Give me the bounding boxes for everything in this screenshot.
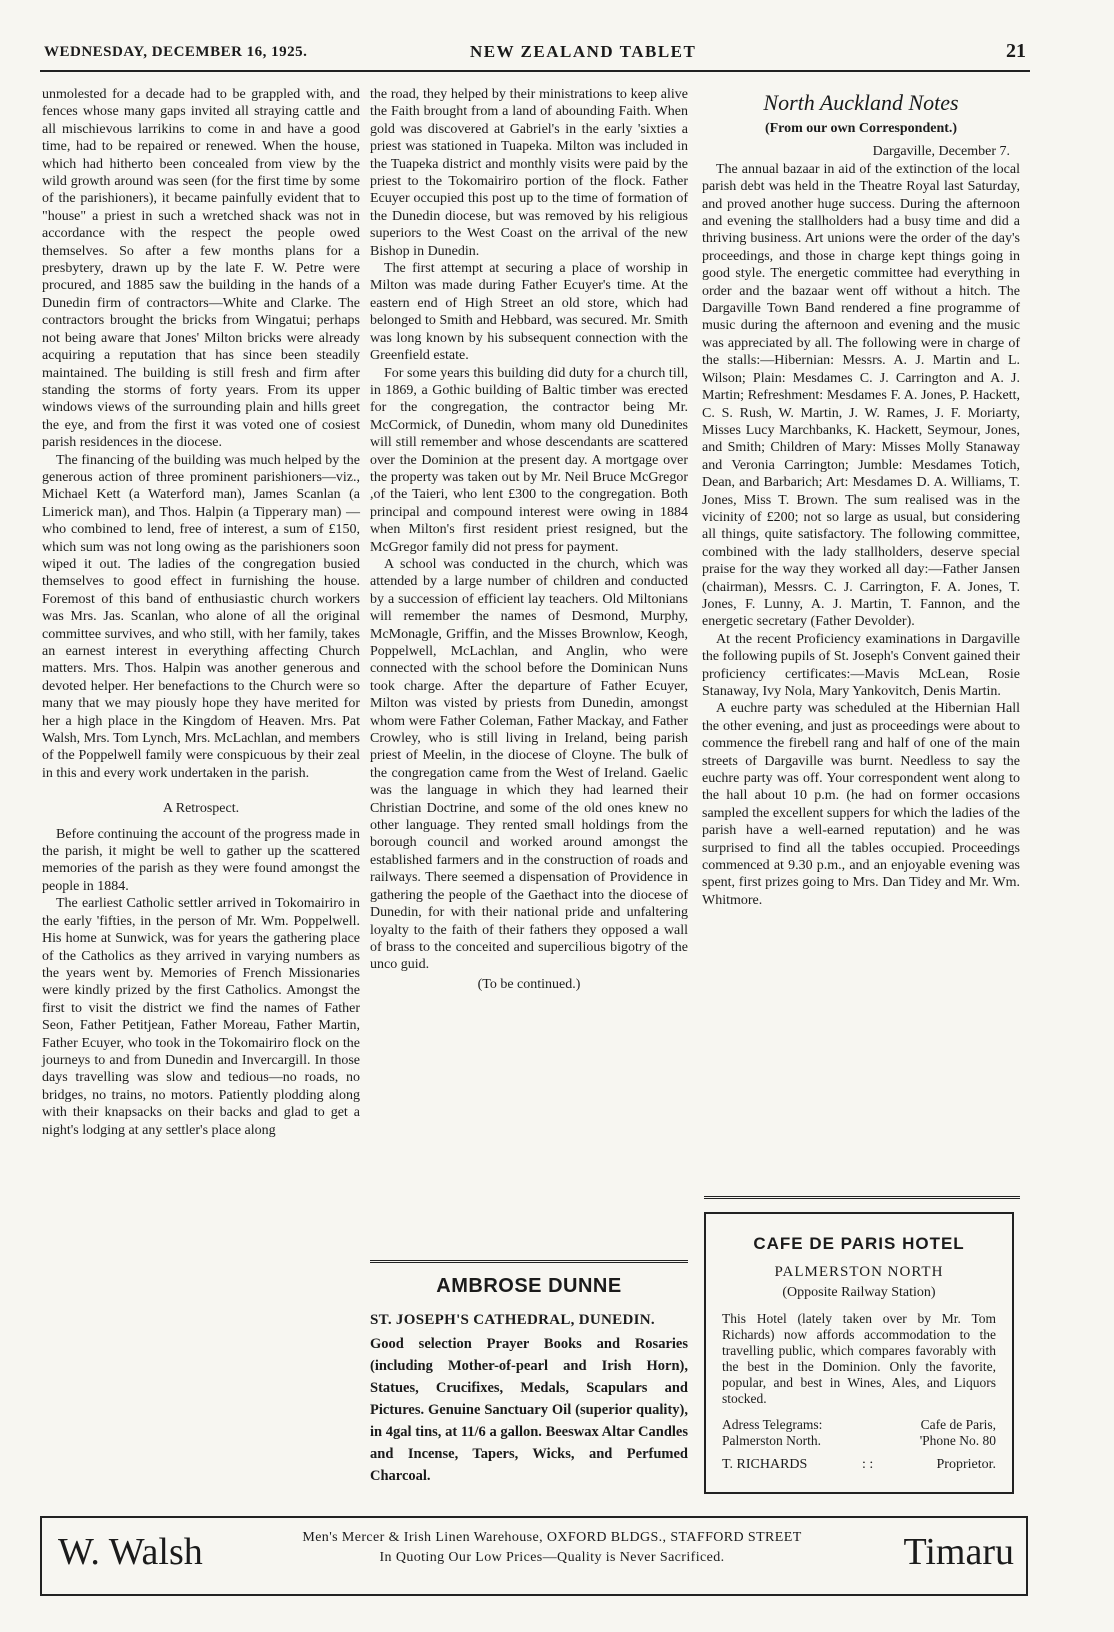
paragraph: unmolested for a decade had to be grappled with, and fences whose many gaps invited all straying cattle and all mischievous larrikins to come in and have a good time, had to be repaired or renewed. When the house, which had hitherto been concealed from view by the wild growth around was seen (for the first time by some of the parishioners), it became painfully evident that to "house" a priest in such a wretched shack was not in accordance with the respect the people owed themselves. So after a few months plans for a presbytery, drawn up by the late F. W. Petre were procured, and 1885 saw the building in the hands of a Dunedin firm of contractors—White and Clarke. The contractors brought the bricks from Wingatui; perhaps not being aware that Jones' Milton bricks were already acquiring a reputation that has since been steadily maintained. The building is still fresh and firm after standing the storms of forty years. From its upper windows views of the surrounding plain and hills greet the eye, and from the first it was voted one of cosiest parish residences in the diocese.: [42, 87, 360, 451]
ad-telegram: [722, 1417, 996, 1451]
page-header: [40, 38, 1030, 72]
separator: : :: [862, 1457, 874, 1472]
footer-text: [252, 1528, 852, 1568]
dateline: Dargaville, December 7.: [872, 144, 1010, 160]
ad-location: (Opposite Railway Station): [782, 1285, 936, 1300]
ad-title: CAFE DE PARIS HOTEL: [753, 1234, 965, 1253]
paragraph: For some years this building did duty for a church till, in 1869, a Gothic building of Baltic timber was erected for the congregation, the contractor being Mr. McCormick, of Dunedin, whom many old Dunedinites will still remember and whose descendants are scattered over the Dominion at the present day. A mortgage over the property was taken out by Mr. Neil Bruce McGregor ,of the Taieri, who lent £300 to the congregation. Both principal and compound interest were owing in 1884 when Milton's first resident priest resigned, but the McGregor family did not press for payment.: [370, 365, 688, 555]
ad-city: PALMERSTON NORTH: [774, 1264, 944, 1280]
paragraph: Before continuing the account of the progress made in the parish, it might be well to gather up the scattered memories of the parish as they were found amongst the people in 1884.: [42, 826, 361, 894]
ambrose-dunne-ad: [370, 1260, 688, 1487]
divider: [704, 1196, 1020, 1199]
telegram-value: Cafe de Paris,: [920, 1417, 996, 1432]
ad-title: AMBROSE DUNNE: [436, 1275, 622, 1297]
column-1: [42, 86, 360, 1139]
issue-date: WEDNESDAY, DECEMBER 16, 1925.: [44, 44, 308, 60]
ad-proprietor: [722, 1457, 996, 1475]
phone-value: 'Phone No. 80: [919, 1433, 996, 1448]
masthead-title: NEW ZEALAND TABLET: [470, 42, 697, 61]
footer-merchant: W. Walsh: [58, 1531, 203, 1573]
page-number: 21: [1006, 40, 1026, 62]
footer-line: In Quoting Our Low Prices—Quality is Never Sacrificed.: [379, 1550, 725, 1565]
paragraph: The financing of the building was much helped by the generous action of three prominent parishioners—viz., Michael Kett (a Waterford man), James Scanlan (a Limerick man), and Thos. Halpin (a Tipperary man) —who combined to lend, free of interest, a sum of £150, which sum was not long owing as the parishioners soon wiped it out. The ladies of the congregation busied themselves to good effect in furnishing the house. Foremost of this band of enthusiastic church workers was Mrs. Jas. Scanlan, who alone of all the original committee survives, and who still, with her family, takes an earnest interest in everything affecting Church matters. Mrs. Thos. Halpin was another generous and devoted helper. Her benefactions to the Church were so many that we may piously hope they have merited for her a high place in the Kingdom of Heaven. Mrs. Pat Walsh, Mrs. Tom Lynch, Mrs. McLachlan, and members of the Poppelwell family were conspicuous by their zeal in this and every work undertaken in the parish.: [42, 452, 360, 781]
telegram-label: Palmerston North.: [722, 1433, 821, 1448]
paragraph: The annual bazaar in aid of the extinction of the local parish debt was held in the Theatre Royal last Saturday, and proved another huge success. During the afternoon and evening the stallholders had a busy time and did a thriving business. Art unions were the order of the day's proceedings, and those in charge kept things going in good style. The energetic committee had everything in order and the bazaar went off without a hitch. The Dargaville Town Band rendered a fine programme of music during the afternoon and evening and the music was appreciated by all. The following were in charge of the stalls:—Hibernian: Messrs. A. J. Martin and L. Wilson; Plain: Mesdames C. J. Carrington and A. J. Martin; Refreshment: Mesdames F. A. Jones, P. Hackett, C. S. Rush, W. Martin, J. W. Rames, J. F. Moriarty, Misses Lucy Marchbanks, K. Hackett, Seymour, Jones, and Smith; Children of Mary: Misses Molly Stanaway and Veronia Carrington; Jumble: Mesdames Totich, Dean, and Barbarich; Art: Mesdames D. A. Williams, T. Jones, Miss T. Brown. The sum realised was in the vicinity of £200; not so large as usual, but considering all things, quite satisfactory. The following committee, combined with the lady stallholders, deserve special praise for the way they worked all day:—Father Jansen (chairman), Messrs. C. J. Carrington, F. A. Jones, T. Jones, F. Lunny, A. J. Martin, T. Fannon, and the energetic secretary (Father Devolder).: [702, 161, 1020, 630]
proprietor-title: Proprietor.: [936, 1457, 996, 1472]
paragraph: At the recent Proficiency examinations in Dargaville the following pupils of St. Joseph's Convent gained their proficiency certificates:—Mavis McLean, Rosie Stanaway, Ivy Nola, Mary Yankovitch, Denis Martin.: [702, 631, 1020, 699]
continued-note: (To be continued.): [477, 976, 581, 992]
telegram-label: Adress Telegrams:: [722, 1417, 823, 1432]
footer-town: Timaru: [903, 1531, 1014, 1573]
section-byline: (From our own Correspondent.): [764, 121, 958, 136]
column-3: [702, 86, 1020, 909]
paragraph: the road, they helped by their ministrations to keep alive the Faith brought from a land of abounding Faith. When gold was discovered at Gabriel's in the early 'sixties a priest was stationed in Tuapeka. Milton was included in the Tuapeka district and monthly visits were paid by the priest to the Tokomairiro portion of the flock. Father Ecuyer occupied this post up to the time of formation of the Dunedin diocese, but was removed by his religious superiors to the West Coast on the arrival of the new Bishop in Dunedin.: [370, 87, 688, 259]
ad-description: This Hotel (lately taken over by Mr. Tom Richards) now affords accommodation to the travelling public, which compares favorably with the best in the Dominion. Only the favorite, popular, and best in Wines, Ales, and Liquors stocked.: [722, 1311, 996, 1406]
paragraph: A euchre party was scheduled at the Hibernian Hall the other evening, and just as proceedings were about to commence the firebell rang and half of one of the main streets of Dargaville was burnt. Needless to say the euchre party was off. Your correspondent went along to the hall about 10 p.m. (he had on former occasions sampled the excellent suppers for which the ladies of the parish have a well-earned reputation) and he was surprised to find all the tables occupied. Proceedings commenced at 9.30 p.m., and an enjoyable evening was spent, first prizes going to Mrs. Dan Tidey and Mr. Wm. Whitmore.: [702, 701, 1020, 908]
paragraph: The first attempt at securing a place of worship in Milton was made during Father Ecuyer's time. At the eastern end of High Street an old store, which had belonged to Smith and Hebbard, was secured. Mr. Smith was long known by his subsequent connection with the Greenfield estate.: [370, 261, 688, 364]
proprietor-name: T. RICHARDS: [722, 1457, 808, 1472]
column-2: [370, 86, 688, 993]
ad-body: Good selection Prayer Books and Rosaries (including Mother-of-pearl and Irish Horn), Statues, Crucifixes, Medals, Scapulars and Pictures. Genuine Sanctuary Oil (superior quality), in 4gal tins, at 11/6 a gallon. Beeswax Altar Candles and Incense, Tapers, Wicks, and Perfumed Charcoal.: [370, 1336, 688, 1484]
footer-line: Men's Mercer & Irish Linen Warehouse, OXFORD BLDGS., STAFFORD STREET: [302, 1530, 802, 1545]
cafe-de-paris-ad: [704, 1212, 1014, 1494]
section-subhead: A Retrospect.: [162, 801, 240, 817]
footer-ad: [40, 1516, 1028, 1596]
paragraph: The earliest Catholic settler arrived in Tokomairiro in the early 'fifties, in the person of Mr. Wm. Poppelwell. His home at Sunwick, was for years the gathering place of the Catholics as they arrived in varying numbers as the years went by. Memories of French Missionaries were kindly prized by the first Catholics. Amongst the first to visit the district we find the names of Father Seon, Father Petitjean, Father Moreau, Father Martin, Father Ecuyer, who took in the Tokomairiro flock on the journeys to and from Dunedin and Invercargill. In those days travelling was slow and tedious—no roads, no bridges, no trains, no motors. Patiently plodding along with their knapsacks on their backs and glad to get a night's lodging at any settler's place along: [42, 896, 360, 1138]
paragraph: A school was conducted in the church, which was attended by a large number of children and conducted by a succession of efficient lay teachers. Old Miltonians will remember the names of Desmond, Murphy, McMonagle, Griffin, and the Misses Brownlow, Keogh, Poppelwell, McLachlan, and Anglin, who were connected with the school before the Dominican Nuns took charge. After the departure of Father Ecuyer, Milton was visted by priests from Dunedin, amongst whom were Father Coleman, Father Mackay, and Father Crowley, who is still living in Ireland, being parish priest of Meelin, in the diocese of Cloyne. The bulk of the congregation came from the West of Ireland. Gaelic was the language in which they had learned their Christian Doctrine, and some of the old ones knew no other language. They rented small holdings from the borough council and worked around amongst the established farmers and in the construction of roads and railways. There seemed a dispensation of Providence in gathering the people of the Gaethact into the diocese of Dunedin, for with their national pride and unfaltering loyalty to the faith of their fathers they opposed a wall of brass to the conceited and supercilious bigotry of the unco guid.: [370, 556, 688, 973]
ad-address: ST. JOSEPH'S CATHEDRAL, DUNEDIN.: [370, 1312, 655, 1328]
section-title: North Auckland Notes: [763, 90, 959, 115]
